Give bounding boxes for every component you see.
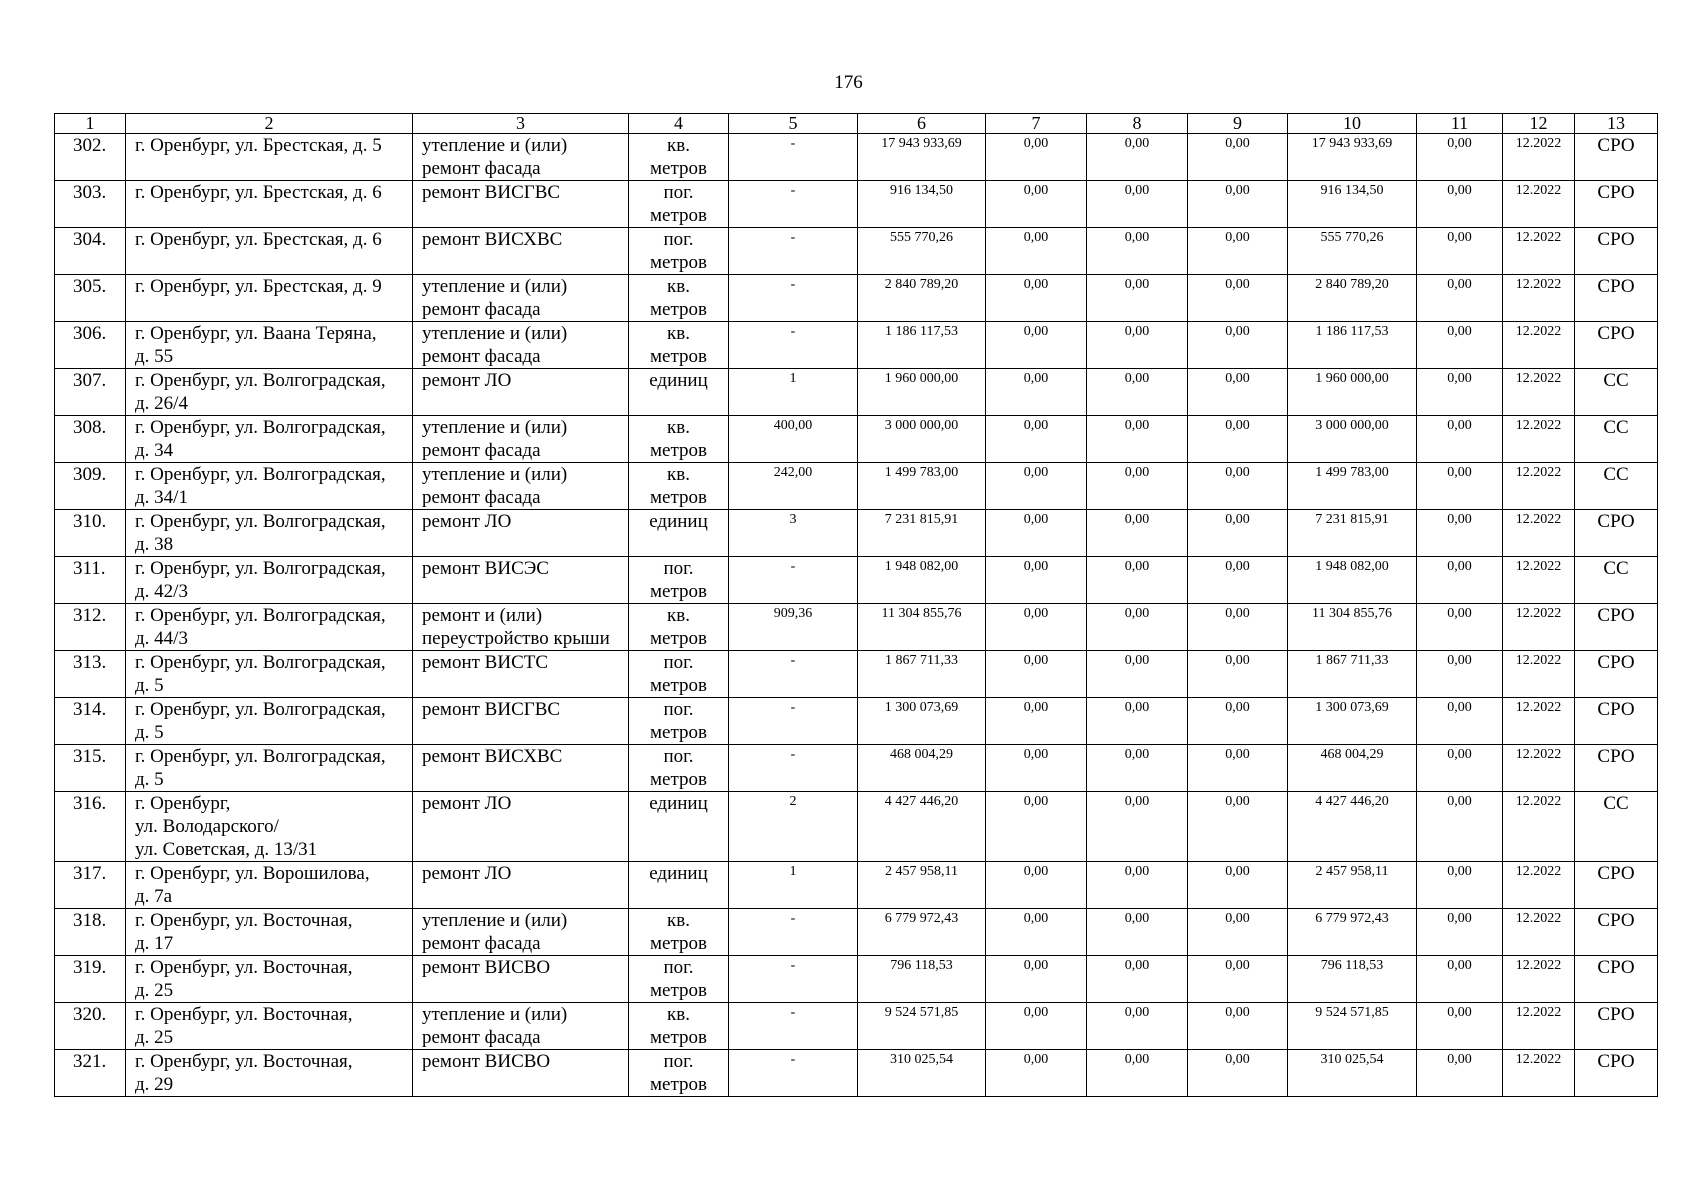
value-cell: 17 943 933,69 bbox=[1288, 134, 1417, 181]
total-cost-cell: 1 186 117,53 bbox=[858, 322, 986, 369]
value-cell: 0,00 bbox=[1188, 698, 1288, 745]
row-number: 321. bbox=[55, 1050, 126, 1097]
value-cell: 1 867 711,33 bbox=[1288, 651, 1417, 698]
value-cell: 0,00 bbox=[1188, 463, 1288, 510]
column-header: 1 bbox=[55, 114, 126, 134]
value-cell: 0,00 bbox=[1087, 134, 1188, 181]
value-cell: 0,00 bbox=[1087, 557, 1188, 604]
unit-cell: пог. метров bbox=[629, 956, 729, 1003]
quantity-cell: - bbox=[729, 134, 858, 181]
fund-type-cell: СС bbox=[1575, 463, 1658, 510]
table-body bbox=[55, 114, 1658, 1097]
fund-type-cell: СРО bbox=[1575, 322, 1658, 369]
value-cell: 0,00 bbox=[1188, 181, 1288, 228]
unit-cell: кв. метров bbox=[629, 134, 729, 181]
value-cell: 0,00 bbox=[986, 416, 1087, 463]
quantity-cell: - bbox=[729, 745, 858, 792]
unit-cell: кв. метров bbox=[629, 275, 729, 322]
fund-type-cell: СРО bbox=[1575, 745, 1658, 792]
value-cell: 6 779 972,43 bbox=[1288, 909, 1417, 956]
quantity-cell: - bbox=[729, 698, 858, 745]
work-type-cell: ремонт ЛО bbox=[413, 792, 629, 862]
value-cell: 0,00 bbox=[986, 745, 1087, 792]
value-cell: 0,00 bbox=[1188, 510, 1288, 557]
row-number: 312. bbox=[55, 604, 126, 651]
completion-date-cell: 12.2022 bbox=[1503, 463, 1575, 510]
quantity-cell: 3 bbox=[729, 510, 858, 557]
total-cost-cell: 6 779 972,43 bbox=[858, 909, 986, 956]
value-cell: 0,00 bbox=[1188, 745, 1288, 792]
row-number: 308. bbox=[55, 416, 126, 463]
completion-date-cell: 12.2022 bbox=[1503, 792, 1575, 862]
value-cell: 0,00 bbox=[1087, 416, 1188, 463]
total-cost-cell: 7 231 815,91 bbox=[858, 510, 986, 557]
value-cell: 0,00 bbox=[986, 322, 1087, 369]
table-row bbox=[55, 510, 1658, 557]
value-cell: 0,00 bbox=[1188, 416, 1288, 463]
value-cell: 0,00 bbox=[1417, 1050, 1503, 1097]
value-cell: 0,00 bbox=[1417, 322, 1503, 369]
table-row bbox=[55, 698, 1658, 745]
value-cell: 0,00 bbox=[1087, 651, 1188, 698]
value-cell: 0,00 bbox=[1087, 1050, 1188, 1097]
quantity-cell: - bbox=[729, 557, 858, 604]
completion-date-cell: 12.2022 bbox=[1503, 510, 1575, 557]
completion-date-cell: 12.2022 bbox=[1503, 416, 1575, 463]
value-cell: 0,00 bbox=[986, 134, 1087, 181]
table-row bbox=[55, 228, 1658, 275]
total-cost-cell: 2 840 789,20 bbox=[858, 275, 986, 322]
value-cell: 2 840 789,20 bbox=[1288, 275, 1417, 322]
quantity-cell: - bbox=[729, 228, 858, 275]
unit-cell: пог. метров bbox=[629, 698, 729, 745]
unit-cell: единиц bbox=[629, 862, 729, 909]
value-cell: 1 300 073,69 bbox=[1288, 698, 1417, 745]
value-cell: 468 004,29 bbox=[1288, 745, 1417, 792]
table-row bbox=[55, 862, 1658, 909]
address-cell: г. Оренбург, ул. Брестская, д. 6 bbox=[126, 181, 413, 228]
row-number: 305. bbox=[55, 275, 126, 322]
table-row bbox=[55, 745, 1658, 792]
completion-date-cell: 12.2022 bbox=[1503, 275, 1575, 322]
value-cell: 0,00 bbox=[1087, 510, 1188, 557]
quantity-cell: 400,00 bbox=[729, 416, 858, 463]
completion-date-cell: 12.2022 bbox=[1503, 604, 1575, 651]
table-row bbox=[55, 416, 1658, 463]
value-cell: 0,00 bbox=[1188, 792, 1288, 862]
value-cell: 9 524 571,85 bbox=[1288, 1003, 1417, 1050]
row-number: 318. bbox=[55, 909, 126, 956]
completion-date-cell: 12.2022 bbox=[1503, 698, 1575, 745]
register-table bbox=[54, 113, 1658, 1097]
value-cell: 0,00 bbox=[986, 463, 1087, 510]
completion-date-cell: 12.2022 bbox=[1503, 745, 1575, 792]
quantity-cell: - bbox=[729, 651, 858, 698]
value-cell: 0,00 bbox=[986, 275, 1087, 322]
work-type-cell: ремонт ЛО bbox=[413, 862, 629, 909]
unit-cell: единиц bbox=[629, 369, 729, 416]
row-number: 302. bbox=[55, 134, 126, 181]
row-number: 315. bbox=[55, 745, 126, 792]
value-cell: 0,00 bbox=[1087, 698, 1188, 745]
value-cell: 2 457 958,11 bbox=[1288, 862, 1417, 909]
value-cell: 0,00 bbox=[986, 1003, 1087, 1050]
unit-cell: пог. метров bbox=[629, 557, 729, 604]
total-cost-cell: 11 304 855,76 bbox=[858, 604, 986, 651]
row-number: 307. bbox=[55, 369, 126, 416]
unit-cell: кв. метров bbox=[629, 1003, 729, 1050]
value-cell: 0,00 bbox=[1087, 956, 1188, 1003]
address-cell: г. Оренбург, ул. Волгоградская, д. 5 bbox=[126, 698, 413, 745]
total-cost-cell: 1 960 000,00 bbox=[858, 369, 986, 416]
fund-type-cell: СРО bbox=[1575, 604, 1658, 651]
total-cost-cell: 1 867 711,33 bbox=[858, 651, 986, 698]
quantity-cell: - bbox=[729, 275, 858, 322]
work-type-cell: утепление и (или) ремонт фасада bbox=[413, 416, 629, 463]
completion-date-cell: 12.2022 bbox=[1503, 557, 1575, 604]
unit-cell: единиц bbox=[629, 510, 729, 557]
value-cell: 0,00 bbox=[1188, 862, 1288, 909]
value-cell: 0,00 bbox=[1417, 604, 1503, 651]
value-cell: 0,00 bbox=[1417, 369, 1503, 416]
value-cell: 0,00 bbox=[986, 956, 1087, 1003]
value-cell: 0,00 bbox=[986, 792, 1087, 862]
row-number: 320. bbox=[55, 1003, 126, 1050]
address-cell: г. Оренбург, ул. Восточная, д. 25 bbox=[126, 956, 413, 1003]
work-type-cell: утепление и (или) ремонт фасада bbox=[413, 275, 629, 322]
fund-type-cell: СРО bbox=[1575, 275, 1658, 322]
value-cell: 0,00 bbox=[1417, 1003, 1503, 1050]
fund-type-cell: СРО bbox=[1575, 651, 1658, 698]
total-cost-cell: 4 427 446,20 bbox=[858, 792, 986, 862]
value-cell: 0,00 bbox=[1188, 369, 1288, 416]
work-type-cell: ремонт ВИСГВС bbox=[413, 698, 629, 745]
value-cell: 310 025,54 bbox=[1288, 1050, 1417, 1097]
total-cost-cell: 1 948 082,00 bbox=[858, 557, 986, 604]
quantity-cell: - bbox=[729, 909, 858, 956]
work-type-cell: ремонт и (или) переустройство крыши bbox=[413, 604, 629, 651]
page-number: 176 bbox=[834, 72, 863, 93]
value-cell: 0,00 bbox=[1188, 604, 1288, 651]
total-cost-cell: 2 457 958,11 bbox=[858, 862, 986, 909]
fund-type-cell: СРО bbox=[1575, 1050, 1658, 1097]
value-cell: 0,00 bbox=[1188, 909, 1288, 956]
completion-date-cell: 12.2022 bbox=[1503, 651, 1575, 698]
address-cell: г. Оренбург, ул. Володарского/ ул. Советская, д. 13/31 bbox=[126, 792, 413, 862]
value-cell: 0,00 bbox=[1417, 557, 1503, 604]
column-header: 9 bbox=[1188, 114, 1288, 134]
unit-cell: пог. метров bbox=[629, 651, 729, 698]
value-cell: 0,00 bbox=[1417, 956, 1503, 1003]
value-cell: 0,00 bbox=[1087, 792, 1188, 862]
value-cell: 0,00 bbox=[1188, 1050, 1288, 1097]
unit-cell: кв. метров bbox=[629, 909, 729, 956]
row-number: 317. bbox=[55, 862, 126, 909]
row-number: 316. bbox=[55, 792, 126, 862]
quantity-cell: 1 bbox=[729, 862, 858, 909]
value-cell: 0,00 bbox=[1188, 134, 1288, 181]
unit-cell: пог. метров bbox=[629, 745, 729, 792]
address-cell: г. Оренбург, ул. Восточная, д. 29 bbox=[126, 1050, 413, 1097]
total-cost-cell: 1 499 783,00 bbox=[858, 463, 986, 510]
table-row bbox=[55, 956, 1658, 1003]
address-cell: г. Оренбург, ул. Брестская, д. 9 bbox=[126, 275, 413, 322]
address-cell: г. Оренбург, ул. Брестская, д. 5 bbox=[126, 134, 413, 181]
row-number: 306. bbox=[55, 322, 126, 369]
completion-date-cell: 12.2022 bbox=[1503, 181, 1575, 228]
work-type-cell: ремонт ВИСХВС bbox=[413, 228, 629, 275]
column-header: 13 bbox=[1575, 114, 1658, 134]
value-cell: 0,00 bbox=[1417, 862, 1503, 909]
value-cell: 0,00 bbox=[1417, 134, 1503, 181]
table-row bbox=[55, 1050, 1658, 1097]
work-type-cell: утепление и (или) ремонт фасада bbox=[413, 322, 629, 369]
value-cell: 0,00 bbox=[1417, 909, 1503, 956]
fund-type-cell: СС bbox=[1575, 557, 1658, 604]
quantity-cell: - bbox=[729, 1003, 858, 1050]
column-header: 11 bbox=[1417, 114, 1503, 134]
value-cell: 0,00 bbox=[1087, 181, 1188, 228]
table-row bbox=[55, 181, 1658, 228]
row-number: 310. bbox=[55, 510, 126, 557]
column-header: 7 bbox=[986, 114, 1087, 134]
work-type-cell: утепление и (или) ремонт фасада bbox=[413, 463, 629, 510]
address-cell: г. Оренбург, ул. Ворошилова, д. 7а bbox=[126, 862, 413, 909]
value-cell: 0,00 bbox=[1087, 604, 1188, 651]
row-number: 303. bbox=[55, 181, 126, 228]
fund-type-cell: СРО bbox=[1575, 698, 1658, 745]
value-cell: 1 499 783,00 bbox=[1288, 463, 1417, 510]
row-number: 319. bbox=[55, 956, 126, 1003]
value-cell: 555 770,26 bbox=[1288, 228, 1417, 275]
value-cell: 0,00 bbox=[1417, 181, 1503, 228]
fund-type-cell: СРО bbox=[1575, 956, 1658, 1003]
work-type-cell: ремонт ВИСХВС bbox=[413, 745, 629, 792]
table-row bbox=[55, 369, 1658, 416]
fund-type-cell: СРО bbox=[1575, 228, 1658, 275]
column-header: 2 bbox=[126, 114, 413, 134]
value-cell: 0,00 bbox=[1087, 275, 1188, 322]
completion-date-cell: 12.2022 bbox=[1503, 369, 1575, 416]
unit-cell: единиц bbox=[629, 792, 729, 862]
work-type-cell: ремонт ВИСГВС bbox=[413, 181, 629, 228]
fund-type-cell: СРО bbox=[1575, 1003, 1658, 1050]
unit-cell: кв. метров bbox=[629, 463, 729, 510]
value-cell: 0,00 bbox=[986, 181, 1087, 228]
table-row bbox=[55, 792, 1658, 862]
value-cell: 0,00 bbox=[986, 228, 1087, 275]
value-cell: 0,00 bbox=[986, 510, 1087, 557]
address-cell: г. Оренбург, ул. Восточная, д. 25 bbox=[126, 1003, 413, 1050]
value-cell: 0,00 bbox=[1417, 792, 1503, 862]
value-cell: 0,00 bbox=[1417, 463, 1503, 510]
work-type-cell: ремонт ВИСТС bbox=[413, 651, 629, 698]
total-cost-cell: 310 025,54 bbox=[858, 1050, 986, 1097]
address-cell: г. Оренбург, ул. Волгоградская, д. 38 bbox=[126, 510, 413, 557]
column-header: 3 bbox=[413, 114, 629, 134]
value-cell: 0,00 bbox=[1087, 322, 1188, 369]
address-cell: г. Оренбург, ул. Волгоградская, д. 34/1 bbox=[126, 463, 413, 510]
completion-date-cell: 12.2022 bbox=[1503, 1003, 1575, 1050]
work-type-cell: ремонт ВИСВО bbox=[413, 1050, 629, 1097]
total-cost-cell: 3 000 000,00 bbox=[858, 416, 986, 463]
table-row bbox=[55, 557, 1658, 604]
value-cell: 0,00 bbox=[1188, 1003, 1288, 1050]
quantity-cell: 2 bbox=[729, 792, 858, 862]
work-type-cell: ремонт ЛО bbox=[413, 510, 629, 557]
unit-cell: кв. метров bbox=[629, 604, 729, 651]
column-header: 4 bbox=[629, 114, 729, 134]
completion-date-cell: 12.2022 bbox=[1503, 862, 1575, 909]
value-cell: 0,00 bbox=[986, 557, 1087, 604]
value-cell: 0,00 bbox=[1087, 463, 1188, 510]
value-cell: 916 134,50 bbox=[1288, 181, 1417, 228]
value-cell: 0,00 bbox=[1417, 698, 1503, 745]
fund-type-cell: СС bbox=[1575, 369, 1658, 416]
value-cell: 11 304 855,76 bbox=[1288, 604, 1417, 651]
unit-cell: пог. метров bbox=[629, 1050, 729, 1097]
fund-type-cell: СРО bbox=[1575, 134, 1658, 181]
fund-type-cell: СРО bbox=[1575, 181, 1658, 228]
table-row bbox=[55, 134, 1658, 181]
value-cell: 0,00 bbox=[1087, 909, 1188, 956]
value-cell: 0,00 bbox=[1417, 510, 1503, 557]
row-number: 311. bbox=[55, 557, 126, 604]
value-cell: 0,00 bbox=[986, 369, 1087, 416]
table-row bbox=[55, 604, 1658, 651]
table-row bbox=[55, 275, 1658, 322]
fund-type-cell: СРО bbox=[1575, 862, 1658, 909]
address-cell: г. Оренбург, ул. Волгоградская, д. 42/3 bbox=[126, 557, 413, 604]
value-cell: 0,00 bbox=[1188, 322, 1288, 369]
work-type-cell: ремонт ЛО bbox=[413, 369, 629, 416]
address-cell: г. Оренбург, ул. Восточная, д. 17 bbox=[126, 909, 413, 956]
value-cell: 796 118,53 bbox=[1288, 956, 1417, 1003]
value-cell: 0,00 bbox=[1087, 862, 1188, 909]
table-row bbox=[55, 322, 1658, 369]
value-cell: 0,00 bbox=[1417, 416, 1503, 463]
completion-date-cell: 12.2022 bbox=[1503, 909, 1575, 956]
value-cell: 4 427 446,20 bbox=[1288, 792, 1417, 862]
completion-date-cell: 12.2022 bbox=[1503, 1050, 1575, 1097]
quantity-cell: - bbox=[729, 181, 858, 228]
completion-date-cell: 12.2022 bbox=[1503, 228, 1575, 275]
value-cell: 0,00 bbox=[1087, 1003, 1188, 1050]
address-cell: г. Оренбург, ул. Волгоградская, д. 34 bbox=[126, 416, 413, 463]
value-cell: 1 960 000,00 bbox=[1288, 369, 1417, 416]
value-cell: 0,00 bbox=[986, 651, 1087, 698]
value-cell: 0,00 bbox=[1188, 557, 1288, 604]
total-cost-cell: 17 943 933,69 bbox=[858, 134, 986, 181]
quantity-cell: - bbox=[729, 322, 858, 369]
value-cell: 0,00 bbox=[1417, 275, 1503, 322]
unit-cell: кв. метров bbox=[629, 416, 729, 463]
completion-date-cell: 12.2022 bbox=[1503, 134, 1575, 181]
work-type-cell: ремонт ВИСВО bbox=[413, 956, 629, 1003]
value-cell: 0,00 bbox=[1417, 228, 1503, 275]
quantity-cell: 242,00 bbox=[729, 463, 858, 510]
table-row bbox=[55, 909, 1658, 956]
value-cell: 3 000 000,00 bbox=[1288, 416, 1417, 463]
quantity-cell: 1 bbox=[729, 369, 858, 416]
address-cell: г. Оренбург, ул. Волгоградская, д. 44/3 bbox=[126, 604, 413, 651]
column-header: 10 bbox=[1288, 114, 1417, 134]
fund-type-cell: СРО bbox=[1575, 510, 1658, 557]
column-number-header-row bbox=[55, 114, 1658, 134]
address-cell: г. Оренбург, ул. Волгоградская, д. 26/4 bbox=[126, 369, 413, 416]
table-row bbox=[55, 463, 1658, 510]
address-cell: г. Оренбург, ул. Ваана Теряна, д. 55 bbox=[126, 322, 413, 369]
value-cell: 0,00 bbox=[1417, 745, 1503, 792]
column-header: 5 bbox=[729, 114, 858, 134]
row-number: 304. bbox=[55, 228, 126, 275]
total-cost-cell: 9 524 571,85 bbox=[858, 1003, 986, 1050]
column-header: 8 bbox=[1087, 114, 1188, 134]
value-cell: 0,00 bbox=[986, 698, 1087, 745]
value-cell: 0,00 bbox=[1188, 651, 1288, 698]
value-cell: 0,00 bbox=[1417, 651, 1503, 698]
completion-date-cell: 12.2022 bbox=[1503, 956, 1575, 1003]
unit-cell: пог. метров bbox=[629, 181, 729, 228]
value-cell: 0,00 bbox=[986, 909, 1087, 956]
value-cell: 1 186 117,53 bbox=[1288, 322, 1417, 369]
table-row bbox=[55, 1003, 1658, 1050]
fund-type-cell: СС bbox=[1575, 416, 1658, 463]
total-cost-cell: 1 300 073,69 bbox=[858, 698, 986, 745]
row-number: 309. bbox=[55, 463, 126, 510]
value-cell: 0,00 bbox=[1188, 228, 1288, 275]
value-cell: 7 231 815,91 bbox=[1288, 510, 1417, 557]
address-cell: г. Оренбург, ул. Волгоградская, д. 5 bbox=[126, 745, 413, 792]
work-type-cell: ремонт ВИСЭС bbox=[413, 557, 629, 604]
unit-cell: кв. метров bbox=[629, 322, 729, 369]
quantity-cell: 909,36 bbox=[729, 604, 858, 651]
value-cell: 0,00 bbox=[1188, 956, 1288, 1003]
address-cell: г. Оренбург, ул. Волгоградская, д. 5 bbox=[126, 651, 413, 698]
value-cell: 0,00 bbox=[1087, 369, 1188, 416]
row-number: 313. bbox=[55, 651, 126, 698]
total-cost-cell: 796 118,53 bbox=[858, 956, 986, 1003]
value-cell: 0,00 bbox=[986, 862, 1087, 909]
value-cell: 0,00 bbox=[986, 604, 1087, 651]
unit-cell: пог. метров bbox=[629, 228, 729, 275]
total-cost-cell: 555 770,26 bbox=[858, 228, 986, 275]
value-cell: 0,00 bbox=[1087, 228, 1188, 275]
work-type-cell: утепление и (или) ремонт фасада bbox=[413, 134, 629, 181]
fund-type-cell: СРО bbox=[1575, 909, 1658, 956]
quantity-cell: - bbox=[729, 1050, 858, 1097]
total-cost-cell: 468 004,29 bbox=[858, 745, 986, 792]
table-row bbox=[55, 651, 1658, 698]
column-header: 12 bbox=[1503, 114, 1575, 134]
value-cell: 0,00 bbox=[1188, 275, 1288, 322]
work-type-cell: утепление и (или) ремонт фасада bbox=[413, 909, 629, 956]
work-type-cell: утепление и (или) ремонт фасада bbox=[413, 1003, 629, 1050]
value-cell: 0,00 bbox=[1087, 745, 1188, 792]
value-cell: 0,00 bbox=[986, 1050, 1087, 1097]
fund-type-cell: СС bbox=[1575, 792, 1658, 862]
column-header: 6 bbox=[858, 114, 986, 134]
value-cell: 1 948 082,00 bbox=[1288, 557, 1417, 604]
total-cost-cell: 916 134,50 bbox=[858, 181, 986, 228]
completion-date-cell: 12.2022 bbox=[1503, 322, 1575, 369]
quantity-cell: - bbox=[729, 956, 858, 1003]
address-cell: г. Оренбург, ул. Брестская, д. 6 bbox=[126, 228, 413, 275]
row-number: 314. bbox=[55, 698, 126, 745]
